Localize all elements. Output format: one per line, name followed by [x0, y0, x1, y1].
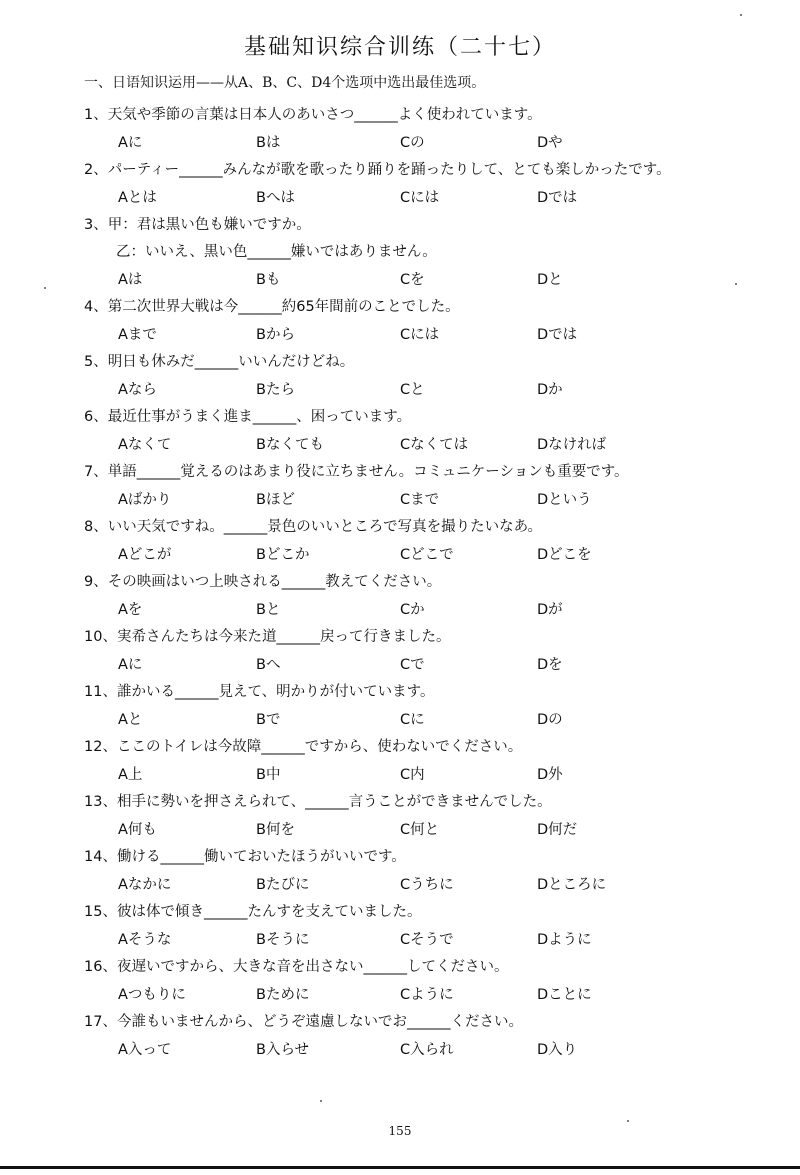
option-c: C何と [400, 822, 440, 838]
question-item [0, 732, 800, 787]
option-d: Dの [537, 712, 563, 728]
question-stem-line2: 乙：いいえ、黒い色______嫌いではありません。 [116, 244, 437, 260]
option-b: Bたびに [256, 877, 310, 893]
option-b: Bために [256, 987, 310, 1003]
option-c: Cそうで [400, 932, 454, 948]
option-d: D外 [537, 767, 563, 783]
option-c: Cを [400, 272, 425, 288]
option-row [0, 763, 800, 785]
option-b: Bも [256, 272, 281, 288]
option-a: Aまで [118, 327, 157, 343]
option-d: Dが [537, 602, 563, 618]
option-a: Aなくて [118, 437, 172, 453]
option-d: Dでは [537, 190, 578, 206]
option-c: Cの [400, 135, 425, 151]
option-d: D何だ [537, 822, 578, 838]
question-stem: 5、明日も休みだ______いいんだけどね。 [84, 354, 355, 370]
option-b: Bどこか [256, 547, 310, 563]
option-d: Dどこを [537, 547, 592, 563]
option-a: Aつもりに [118, 987, 186, 1003]
option-d: D入り [537, 1042, 578, 1058]
option-c: C入られ [400, 1042, 454, 1058]
scan-speck [320, 1100, 322, 1102]
bottom-rule [0, 1166, 800, 1169]
question-stem: 14、働ける______働いておいたほうがいいです。 [84, 849, 406, 865]
question-item [0, 677, 800, 732]
option-b: B入らせ [256, 1042, 310, 1058]
question-item [0, 100, 800, 155]
option-c: Cには [400, 190, 440, 206]
option-row [0, 708, 800, 730]
option-a: Aなかに [118, 877, 172, 893]
option-row [0, 928, 800, 950]
question-stem: 8、いい天気ですね。______景色のいいところで写真を撮りたいなあ。 [84, 519, 542, 535]
question-item [0, 622, 800, 677]
option-b: B何を [256, 822, 295, 838]
option-c: Cどこで [400, 547, 454, 563]
section-instruction: 一、日语知识运用——从A、B、C、D4个选项中选出最佳选项。 [84, 75, 486, 91]
option-a: Aに [118, 135, 143, 151]
question-item [0, 897, 800, 952]
question-stem: 17、今誰もいませんから、どうぞ遠慮しないでお______ください。 [84, 1014, 523, 1030]
question-item [0, 842, 800, 897]
option-d: Dという [537, 492, 592, 508]
question-stem: 16、夜遅いですから、大きな音を出さない______してください。 [84, 959, 509, 975]
scan-speck [44, 287, 46, 289]
option-row [0, 268, 800, 290]
option-b: Bで [256, 712, 281, 728]
option-row [0, 1038, 800, 1060]
option-d: Dや [537, 135, 563, 151]
option-d: Dように [537, 932, 592, 948]
question-stem: 1、天気や季節の言葉は日本人のあいさつ______よく使われています。 [84, 107, 542, 123]
question-list [0, 100, 800, 1062]
option-b: Bは [256, 135, 281, 151]
option-row [0, 186, 800, 208]
question-stem: 13、相手に勢いを押さえられて、______言うことができませんでした。 [84, 794, 552, 810]
option-c: Cなくては [400, 437, 469, 453]
option-d: Dことに [537, 987, 592, 1003]
question-stem: 15、彼は体で傾き______たんすを支えていました。 [84, 904, 422, 920]
question-item [0, 567, 800, 622]
option-row [0, 323, 800, 345]
option-a: A何も [118, 822, 157, 838]
option-c: Cに [400, 712, 425, 728]
question-stem: 10、実希さんたちは今来た道______戻って行きました。 [84, 629, 451, 645]
option-row [0, 488, 800, 510]
option-b: Bから [256, 327, 295, 343]
question-item [0, 292, 800, 347]
option-b: Bへ [256, 657, 281, 673]
option-b: Bなくても [256, 437, 324, 453]
option-row [0, 818, 800, 840]
option-a: Aなら [118, 382, 157, 398]
option-a: A上 [118, 767, 143, 783]
question-stem: 7、単語______覚えるのはあまり役に立ちません。コミュニケーションも重要です。 [84, 464, 629, 480]
question-stem: 4、第二次世界大戦は今______約65年間前のことでした。 [84, 299, 460, 315]
option-c: Cと [400, 382, 425, 398]
option-a: Aと [118, 712, 143, 728]
option-a: Aばかり [118, 492, 172, 508]
question-item [0, 952, 800, 1007]
scan-speck [740, 14, 742, 16]
question-stem: 3、甲：君は黒い色も嫌いですか。 [84, 217, 311, 233]
option-row [0, 653, 800, 675]
option-a: Aは [118, 272, 143, 288]
option-d: Dところに [537, 877, 607, 893]
scan-speck [735, 283, 737, 285]
question-stem: 11、誰かいる______見えて、明かりが付いています。 [84, 684, 435, 700]
question-item [0, 210, 800, 292]
question-item [0, 155, 800, 210]
option-c: Cうちに [400, 877, 454, 893]
option-b: Bほど [256, 492, 295, 508]
option-d: Dと [537, 272, 563, 288]
question-stem: 2、パーティー______みんなが歌を歌ったり踊りを踊ったりして、とても楽しかったです。 [84, 162, 671, 178]
option-row [0, 598, 800, 620]
option-d: Dでは [537, 327, 578, 343]
page-title: 基础知识综合训练（二十七） [243, 35, 556, 60]
question-item [0, 402, 800, 457]
option-b: Bそうに [256, 932, 310, 948]
option-a: Aそうな [118, 932, 172, 948]
option-a: Aに [118, 657, 143, 673]
scan-speck [627, 1120, 629, 1122]
option-c: Cように [400, 987, 454, 1003]
option-d: Dか [537, 382, 563, 398]
option-c: C内 [400, 767, 425, 783]
option-c: Cには [400, 327, 440, 343]
option-row [0, 873, 800, 895]
question-item [0, 1007, 800, 1062]
option-a: Aを [118, 602, 143, 618]
option-row [0, 543, 800, 565]
question-item [0, 457, 800, 512]
option-row [0, 433, 800, 455]
option-row [0, 378, 800, 400]
option-b: Bへは [256, 190, 295, 206]
option-row [0, 983, 800, 1005]
question-stem: 12、ここのトイレは今故障______ですから、使わないでください。 [84, 739, 523, 755]
page-number: 155 [388, 1124, 412, 1138]
option-d: Dなければ [537, 437, 607, 453]
question-item [0, 347, 800, 402]
option-c: Cまで [400, 492, 440, 508]
option-c: Cで [400, 657, 425, 673]
question-item [0, 787, 800, 842]
option-c: Cか [400, 602, 425, 618]
question-item [0, 512, 800, 567]
option-b: B中 [256, 767, 281, 783]
option-b: Bと [256, 602, 281, 618]
option-row [0, 131, 800, 153]
option-a: Aどこが [118, 547, 172, 563]
option-a: Aとは [118, 190, 157, 206]
question-stem: 9、その映画はいつ上映される______教えてください。 [84, 574, 442, 590]
option-a: A入って [118, 1042, 172, 1058]
option-b: Bたら [256, 382, 295, 398]
question-stem: 6、最近仕事がうまく進ま______、困っています。 [84, 409, 412, 425]
option-d: Dを [537, 657, 563, 673]
